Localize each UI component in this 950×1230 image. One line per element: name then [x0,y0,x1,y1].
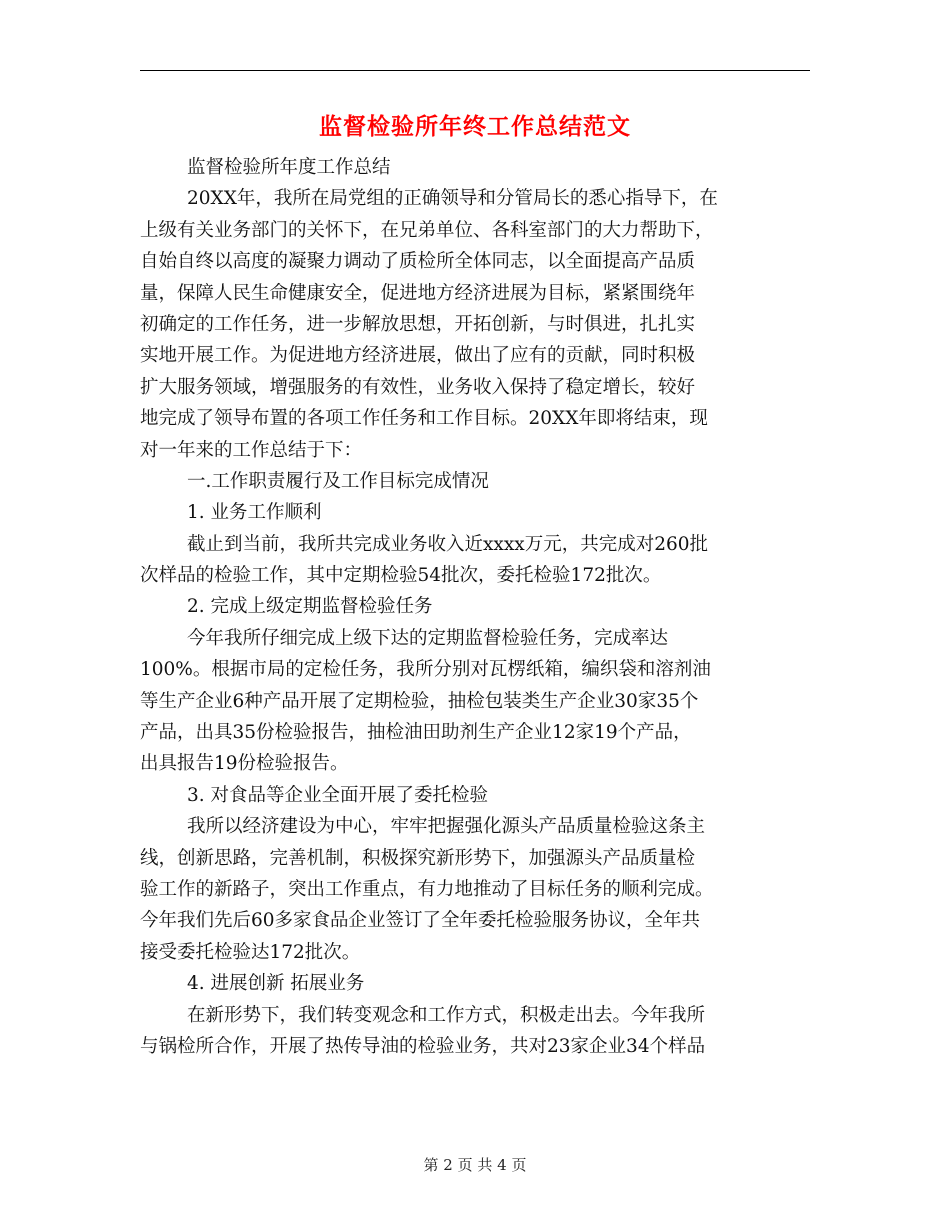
body-line: 3. 对食品等企业全面开展了委托检验 [187,784,489,806]
body-line: 产品，出具35份检验报告，抽检油田助剂生产企业12家19个产品， [140,722,692,744]
body-line: 4. 进展创新 拓展业务 [187,973,365,995]
body-line: 100%。根据市局的定检任务，我所分别对瓦楞纸箱，编织袋和溶剂油 [140,659,711,681]
body-line: 对一年来的工作总结于下： [140,439,363,461]
body-line: 出具报告19份检验报告。 [140,753,349,775]
body-line: 等生产企业6种产品开展了定期检验，抽检包装类生产企业30家35个 [140,690,699,712]
body-line: 与锅检所合作，开展了热传导油的检验业务，共对23家企业34个样品 [140,1035,706,1057]
header-rule [140,70,810,71]
body-line: 接受委托检验达172批次。 [140,941,361,963]
body-line: 量，保障人民生命健康安全，促进地方经济进展为目标，紧紧围绕年 [140,282,696,304]
body-line: 线，创新思路，完善机制，积极探究新形势下，加强源头产品质量检 [140,847,696,869]
body-line: 今年我所仔细完成上级下达的定期监督检验任务，完成率达 [187,627,669,649]
body-line: 扩大服务领域，增强服务的有效性，业务收入保持了稳定增长，较好 [140,376,696,398]
body-line: 验工作的新路子，突出工作重点，有力地推动了目标任务的顺利完成。 [140,878,714,900]
body-line: 今年我们先后60多家食品企业签订了全年委托检验服务协议，全年共 [140,910,701,932]
document-title: 监督检验所年终工作总结范文 [319,113,631,140]
body-line: 我所以经济建设为中心，牢牢把握强化源头产品质量检验这条主 [187,816,706,838]
body-line: 上级有关业务部门的关怀下，在兄弟单位、各科室部门的大力帮助下， [140,219,714,241]
body-line: 实地开展工作。为促进地方经济进展，做出了应有的贡献，同时积极 [140,345,696,367]
body-line: 1. 业务工作顺利 [187,502,322,524]
body-line: 在新形势下，我们转变观念和工作方式，积极走出去。今年我所 [187,1004,706,1026]
body-line: 初确定的工作任务，进一步解放思想，开拓创新，与时俱进，扎扎实 [140,313,696,335]
body-line: 自始自终以高度的凝聚力调动了质检所全体同志，以全面提高产品质 [140,251,696,273]
page-footer: 第 2 页 共 4 页 [423,1156,527,1174]
body-line: 截止到当前，我所共完成业务收入近xxxx万元，共完成对260批 [187,533,709,555]
body-line: 监督检验所年度工作总结 [187,157,391,178]
body-line: 一.工作职责履行及工作目标完成情况 [187,470,489,492]
body-line: 次样品的检验工作，其中定期检验54批次，委托检验172批次。 [140,565,662,587]
body-line: 2. 完成上级定期监督检验任务 [187,596,433,618]
body-line: 20XX年，我所在局党组的正确领导和分管局长的悉心指导下，在 [187,188,718,210]
body-line: 地完成了领导布置的各项工作任务和工作目标。20XX年即将结束，现 [140,408,708,430]
document-body [140,152,810,1062]
